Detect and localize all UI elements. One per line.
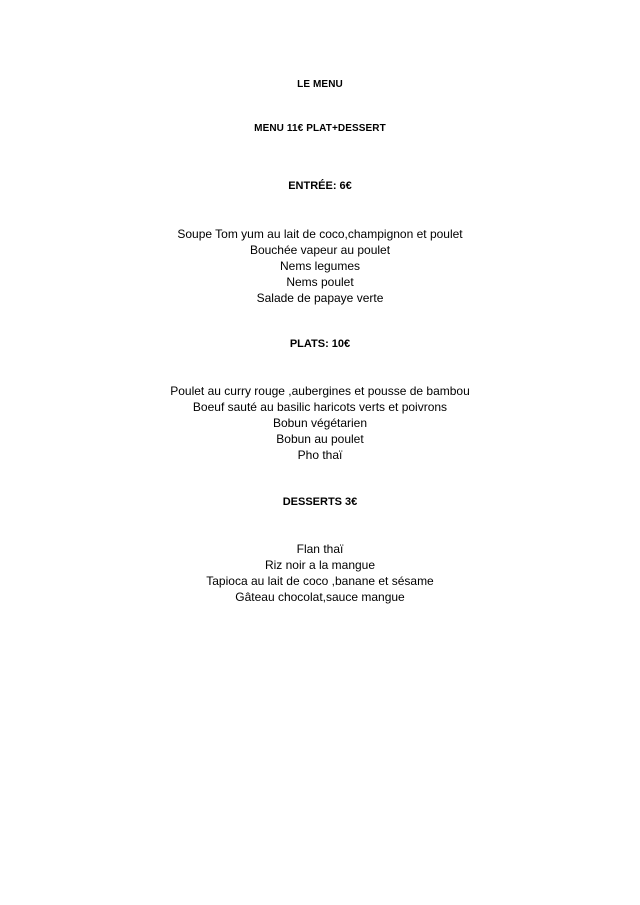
page-title: LE MENU xyxy=(297,79,343,90)
menu-item: Bobun au poulet xyxy=(276,432,364,446)
menu-item: Salade de papaye verte xyxy=(256,291,384,305)
plats-list xyxy=(0,383,640,463)
menu-formula: MENU 11€ PLAT+DESSERT xyxy=(254,123,386,134)
section-heading-desserts: DESSERTS 3€ xyxy=(282,496,358,508)
section-heading-plats: PLATS: 10€ xyxy=(289,338,351,350)
menu-item: Soupe Tom yum au lait de coco,champignon et poulet xyxy=(177,227,463,241)
menu-item: Tapioca au lait de coco ,banane et sésame xyxy=(206,574,434,588)
menu-item: Nems poulet xyxy=(286,275,354,289)
menu-item: Bobun végétarien xyxy=(272,416,368,430)
menu-item: Bouchée vapeur au poulet xyxy=(249,243,391,257)
menu-item: Riz noir a la mangue xyxy=(264,558,376,572)
menu-item: Gâteau chocolat,sauce mangue xyxy=(235,590,405,604)
menu-item: Pho thaï xyxy=(297,448,343,462)
entree-list xyxy=(0,226,640,306)
desserts-list xyxy=(0,541,640,605)
menu-item: Nems legumes xyxy=(279,259,361,273)
section-heading-entree: ENTRÉE: 6€ xyxy=(288,180,352,192)
menu-item: Boeuf sauté au basilic haricots verts et poivrons xyxy=(192,400,448,414)
menu-item: Poulet au curry rouge ,aubergines et pousse de bambou xyxy=(170,384,470,398)
menu-item: Flan thaï xyxy=(296,542,344,556)
